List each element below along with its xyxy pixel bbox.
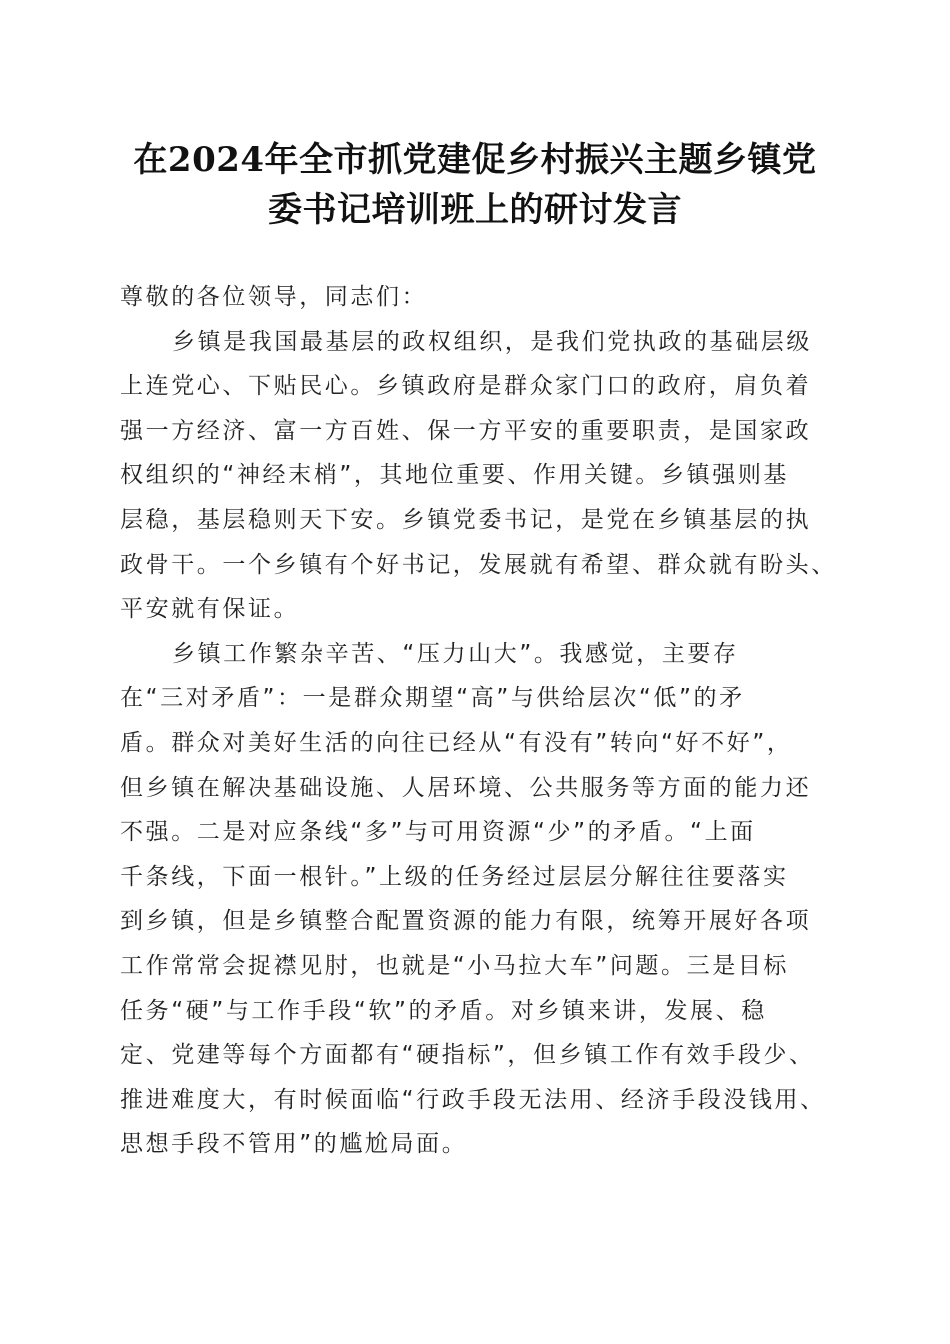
salutation: 尊敬的各位领导，同志们： — [120, 284, 428, 310]
paragraph-line: 任务“硬”与工作手段“软”的矛盾。对乡镇来讲，发展、稳 — [120, 997, 767, 1024]
paragraph-line: 上连党心、下贴民心。乡镇政府是群众家门口的政府，肩负着 — [120, 373, 812, 400]
paragraph-line: 政骨干。一个乡镇有个好书记，发展就有希望、群众就有盼头、 — [120, 551, 837, 578]
paragraph-line: 千条线，下面一根针。”上级的任务经过层层分解往往要落实 — [120, 863, 789, 890]
paragraph-line: 权组织的“神经末梢”，其地位重要、作用关键。乡镇强则基 — [120, 462, 790, 489]
title-line-2: 委书记培训班上的研讨发言 — [268, 190, 682, 230]
paragraph-line: 平安就有保证。 — [120, 596, 300, 623]
paragraph-line: 工作常常会捉襟见肘，也就是“小马拉大车”问题。三是目标 — [120, 952, 790, 979]
paragraph-line: 到乡镇，但是乡镇整合配置资源的能力有限，统筹开展好各项 — [120, 908, 812, 935]
paragraph-line: 定、党建等每个方面都有“硬指标”，但乡镇工作有效手段少、 — [120, 1042, 815, 1069]
paragraph-1 — [120, 320, 835, 632]
paragraph-line: 思想手段不管用”的尴尬局面。 — [120, 1131, 468, 1158]
paragraph-line: 乡镇工作繁杂辛苦、“压力山大”。我感觉，主要存 — [172, 640, 739, 667]
paragraph-line: 盾。群众对美好生活的向往已经从“有没有”转向“好不好”， — [120, 729, 793, 756]
paragraph-line: 强一方经济、富一方百姓、保一方平安的重要职责，是国家政 — [120, 417, 812, 444]
paragraph-line: 但乡镇在解决基础设施、人居环境、公共服务等方面的能力还 — [120, 774, 812, 801]
paragraph-line: 推进难度大，有时候面临“行政手段无法用、经济手段没钱用、 — [120, 1086, 826, 1113]
paragraph-line: 不强。二是对应条线“多”与可用资源“少”的矛盾。“上面 — [120, 819, 756, 846]
title-line-1: 在2024年全市抓党建促乡村振兴主题乡镇党 — [133, 140, 817, 180]
paragraph-2 — [120, 632, 835, 1167]
document-title — [100, 135, 850, 235]
paragraph-line: 在“三对矛盾”：一是群众期望“高”与供给层次“低”的矛 — [120, 685, 745, 712]
document-body — [120, 275, 835, 1167]
paragraph-line: 乡镇是我国最基层的政权组织，是我们党执政的基础层级 — [172, 328, 812, 355]
paragraph-line: 层稳，基层稳则天下安。乡镇党委书记，是党在乡镇基层的执 — [120, 506, 812, 533]
